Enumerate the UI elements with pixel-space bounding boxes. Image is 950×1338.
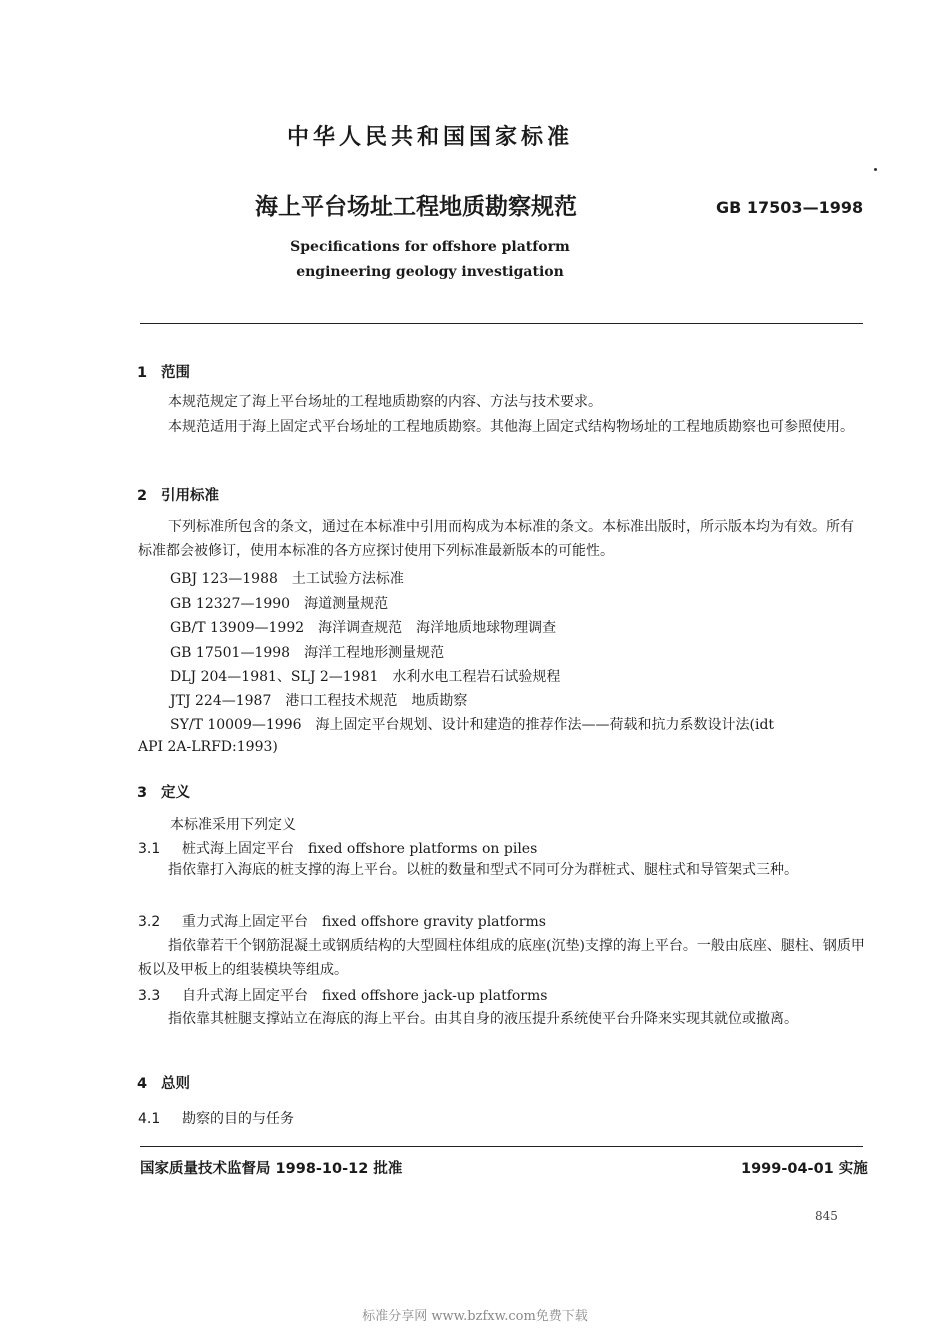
section-3-heading (137, 781, 190, 802)
section-title: 范围 (161, 365, 190, 381)
title-en-line1: Specifications for offshore platform (290, 239, 570, 255)
reference-name: 海道测量规范 (304, 596, 389, 612)
clause-number: 4.1 (138, 1111, 161, 1127)
document-title-cn: 海上平台场址工程地质勘察规范 (255, 194, 577, 220)
reference-item (170, 593, 388, 613)
reference-name: 港口工程技术规范 地质勘察 (285, 693, 468, 709)
clause-number: 3.3 (138, 988, 161, 1004)
effective-date: 1999-04-01 实施 (741, 1161, 868, 1177)
section-number: 1 (137, 365, 148, 381)
reference-item (170, 666, 560, 686)
reference-item (170, 642, 444, 662)
section-1-heading (137, 361, 190, 382)
watermark-text: 标准分享网 www.bzfxw.com免费下载 (362, 1309, 588, 1324)
reference-code: DLJ 204—1981、SLJ 2—1981 (170, 669, 379, 685)
title-en-line2: engineering geology investigation (296, 264, 564, 280)
section-4-heading (137, 1072, 190, 1093)
page-number: 845 (815, 1209, 838, 1223)
definitions-intro: 本标准采用下列定义 (170, 817, 296, 833)
clause-number: 3.2 (138, 914, 161, 930)
paragraph-text: 指依靠若干个钢筋混凝土或钢质结构的大型圆柱体组成的底座(沉垫)支撑的海上平台。一般由底座、腿柱、钢质甲板以及甲板上的组装模块等组成。 (138, 938, 865, 978)
national-standard-heading: 中华人民共和国国家标准 (286, 125, 573, 150)
section-title: 引用标准 (161, 488, 219, 504)
footer-divider (140, 1146, 863, 1147)
paragraph-text: 指依靠其桩腿支撑站立在海底的海上平台。由其自身的液压提升系统使平台升降来实现其就位或撤离。 (168, 1011, 798, 1027)
section-number: 3 (137, 785, 148, 801)
reference-name: 海洋调查规范 海洋地质地球物理调查 (318, 620, 557, 636)
reference-item (170, 690, 467, 710)
section-2-heading (137, 484, 219, 505)
paragraph-text: 下列标准所包含的条文，通过在本标准中引用而构成为本标准的条文。本标准出版时，所示版本均为有效。所有标准都会被修订，使用本标准的各方应探讨使用下列标准最新版本的可能性。 (138, 519, 854, 559)
definition-3-3-text (138, 1007, 866, 1031)
reference-code: GBJ 123—1988 (170, 571, 278, 587)
standard-number: GB 17503—1998 (716, 198, 864, 217)
section-1-paragraph-2 (138, 415, 866, 439)
definition-term-en: fixed offshore gravity platforms (322, 914, 546, 930)
section-number: 2 (137, 488, 148, 504)
definition-term: 自升式海上固定平台 (182, 988, 308, 1004)
paragraph-text: 指依靠打入海底的桩支撑的海上平台。以桩的数量和型式不同可分为群桩式、腿柱式和导管架式三种。 (168, 862, 798, 878)
definition-3-2-text (138, 934, 866, 982)
reference-code: GB 12327—1990 (170, 596, 291, 612)
paragraph-text: 本规范适用于海上固定式平台场址的工程地质勘察。其他海上固定式结构物场址的工程地质勘察也可参照使用。 (168, 419, 854, 435)
definition-term: 重力式海上固定平台 (182, 914, 308, 930)
section-number: 4 (137, 1076, 148, 1092)
definition-term: 桩式海上固定平台 (182, 841, 294, 857)
definition-3-1-text (138, 858, 866, 882)
reference-code: GB 17501—1998 (170, 645, 291, 661)
definition-term-en: fixed offshore platforms on piles (308, 841, 538, 857)
document-title-en (0, 235, 860, 285)
reference-name: 水利水电工程岩石试验规程 (392, 669, 561, 685)
reference-code: JTJ 224—1987 (170, 693, 272, 709)
section-title: 总则 (161, 1076, 190, 1092)
definition-3-3-heading (138, 985, 547, 1005)
clause-number: 3.1 (138, 841, 161, 857)
reference-item (170, 617, 556, 637)
section-1-paragraph-1 (138, 390, 866, 414)
header-divider (140, 323, 863, 324)
clause-4-1-heading (138, 1108, 294, 1128)
paragraph-text: 本规范规定了海上平台场址的工程地质勘察的内容、方法与技术要求。 (168, 394, 602, 410)
reference-item-last-line2: API 2A-LRFD:1993) (138, 739, 278, 755)
approval-line: 国家质量技术监督局 1998-10-12 批准 (140, 1161, 403, 1177)
clause-title: 勘察的目的与任务 (182, 1111, 294, 1127)
reference-item-last-line1: SY/T 10009—1996 海上固定平台规划、设计和建造的推荐作法——荷载和抗力系数设计法(idt (170, 717, 775, 733)
definition-3-2-heading (138, 911, 546, 931)
reference-name: 海洋工程地形测量规范 (304, 645, 445, 661)
definition-3-1-heading (138, 838, 537, 858)
definition-term-en: fixed offshore jack-up platforms (322, 988, 548, 1004)
reference-code: GB/T 13909—1992 (170, 620, 305, 636)
section-title: 定义 (161, 785, 190, 801)
section-2-paragraph-1 (138, 515, 866, 563)
reference-name: 土工试验方法标准 (291, 571, 404, 587)
scan-speck (874, 168, 877, 171)
reference-item (170, 568, 404, 588)
